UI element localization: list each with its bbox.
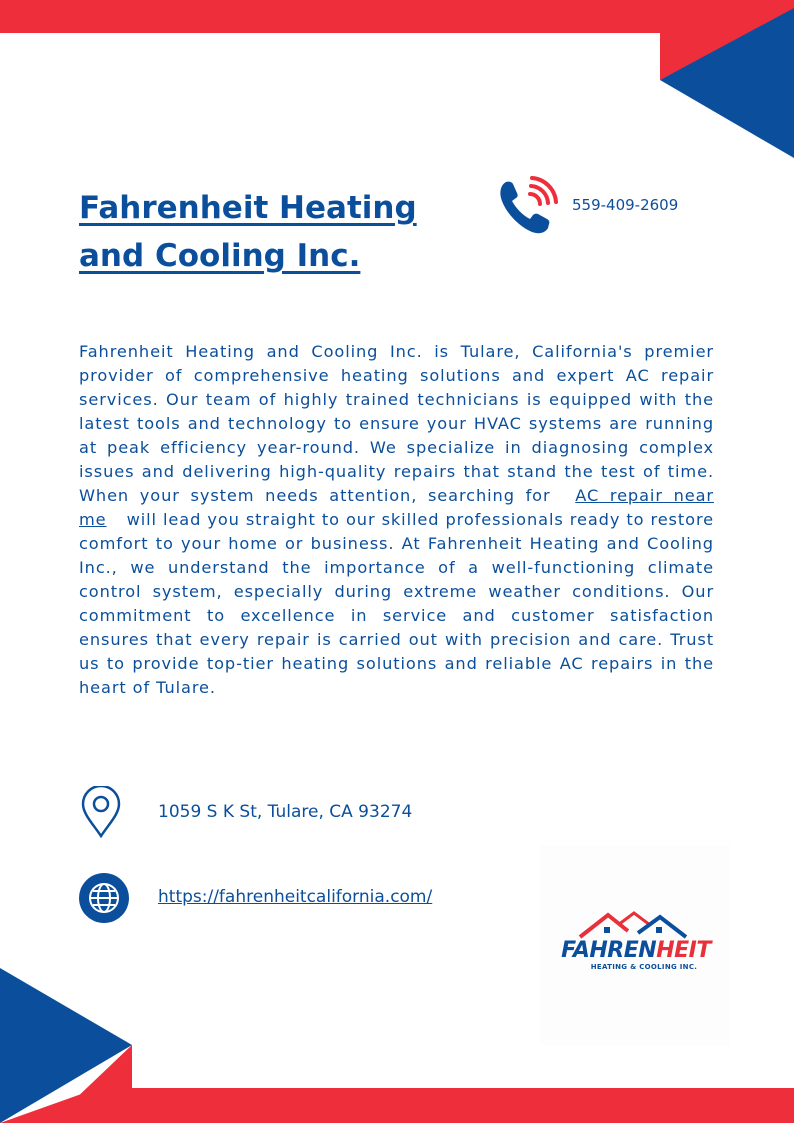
top-red-bar	[0, 0, 660, 33]
top-right-corner-shape	[660, 0, 794, 160]
location-pin-icon	[79, 786, 123, 838]
bottom-left-corner-shape	[0, 968, 134, 1123]
logo-word-part2: HEIT	[656, 938, 711, 963]
globe-icon	[79, 873, 129, 923]
description-text-start: Fahrenheit Heating and Cooling Inc. is Tulare, California's premier provider of comprehensive heating solutions and expert AC repair services. Our team of highly trained technicians is equipped with the latest tools and technology to ensure your HVAC systems are running at peak efficiency year-round. We specialize in diagnosing complex issues and delivering high-quality repairs that stand the test of time. When your system needs attention, searching for	[79, 342, 714, 505]
bottom-red-bar	[130, 1088, 794, 1123]
logo-tagline: HEATING & COOLING INC.	[590, 963, 698, 971]
website-link[interactable]: https://fahrenheitcalifornia.com/	[158, 887, 433, 907]
company-logo	[540, 845, 730, 1045]
company-title[interactable]: Fahrenheit Heating and Cooling Inc.	[79, 190, 417, 274]
house-roof-icon	[578, 911, 688, 941]
phone-number[interactable]: 559-409-2609	[572, 196, 679, 214]
logo-word-part1: FAHREN	[561, 938, 657, 963]
logo-wordmark	[546, 938, 726, 963]
phone-ringing-icon	[496, 176, 560, 238]
ac-repair-link[interactable]: AC repair near me	[79, 486, 714, 529]
description-paragraph	[79, 340, 714, 700]
description-text-end: will lead you straight to our skilled professionals ready to restore comfort to your home or business. At Fahrenheit Heating and Cooling Inc., we understand the importance of a well-functioning climate control system, especially during extreme weather conditions. Our commitment to excellence in service and customer satisfaction ensures that every repair is carried out with precision and care. Trust us to provide top-tier heating solutions and reliable AC repairs in the heart of Tulare.	[79, 510, 714, 697]
address-text: 1059 S K St, Tulare, CA 93274	[158, 802, 413, 822]
